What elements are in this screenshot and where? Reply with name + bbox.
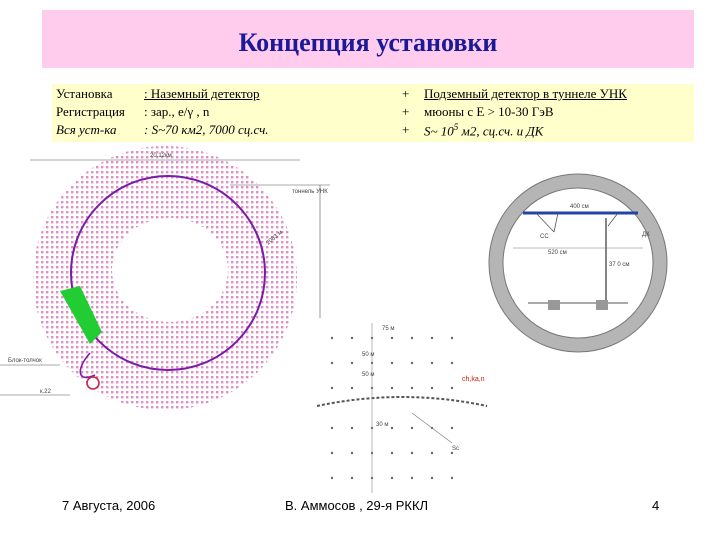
tunnel-interior bbox=[503, 188, 653, 338]
row-underground-value bbox=[424, 122, 543, 139]
row-surface-value: : Наземный детектор bbox=[144, 86, 260, 101]
footer-author: В. Аммосов , 29-я РККЛ bbox=[285, 498, 429, 513]
row-plus: + bbox=[402, 104, 410, 119]
ring-radial-label: 2083 м bbox=[265, 229, 284, 247]
tunnel-floor-label: 520 см bbox=[548, 250, 567, 256]
tunnel-height-label: 37 0 см bbox=[609, 262, 630, 268]
tunnel-cc-label: СС bbox=[540, 234, 549, 240]
injector-circle bbox=[87, 377, 99, 389]
area-text: S~ 10 bbox=[424, 123, 454, 139]
grid-background bbox=[312, 318, 490, 500]
grid-sc-label: Sc bbox=[452, 446, 460, 452]
page-number: 4 bbox=[652, 498, 660, 513]
grid-mid-label-1: 50 м bbox=[362, 352, 375, 358]
grid-diagram bbox=[312, 318, 490, 500]
tunnel-diagram bbox=[478, 158, 678, 368]
row-label: Вся уст-ка bbox=[56, 122, 117, 137]
tunnel-dk-label: ДК bbox=[642, 232, 650, 238]
row-surface-value: : зар., e/γ , n bbox=[144, 104, 210, 119]
grid-low-label: 30 м bbox=[376, 422, 389, 428]
row-label: Регистрация bbox=[56, 104, 125, 119]
row-plus: + bbox=[402, 86, 410, 101]
ring-annotation: тоннель УНК bbox=[292, 189, 328, 195]
info-row bbox=[52, 122, 694, 140]
grid-top-label: 75 м bbox=[382, 326, 395, 332]
row-label: Установка bbox=[56, 86, 113, 101]
row-underground-value: Подземный детектор в туннеле УНК bbox=[424, 86, 627, 101]
area-unit-text: м2, сц.сч. и ДК bbox=[458, 123, 544, 139]
grid-mid-label-2: 50 м bbox=[362, 372, 375, 378]
row-plus: + bbox=[402, 122, 410, 137]
row-surface-value: : S~70 км2, 7000 сц.сч. bbox=[144, 122, 269, 137]
tunnel-width-label: 400 см bbox=[570, 204, 589, 210]
floor-block bbox=[548, 300, 560, 310]
row-underground-value: мюоны с E > 10-30 ГэВ bbox=[424, 104, 554, 119]
info-row bbox=[52, 86, 694, 104]
floor-block bbox=[596, 300, 608, 310]
info-row bbox=[52, 104, 694, 122]
ring-left-label-1: Блок-толчок bbox=[8, 358, 42, 364]
ring-left-label-2: к.22 bbox=[40, 389, 51, 395]
ring-diagram bbox=[0, 145, 340, 415]
footer-date: 7 Августа, 2006 bbox=[62, 498, 156, 513]
title-band bbox=[42, 10, 694, 68]
info-table bbox=[52, 84, 694, 142]
ring-top-dim: 20.12км bbox=[150, 153, 172, 159]
grid-side-label: ch,ka,n bbox=[462, 376, 485, 383]
slide-title: Концепция установки bbox=[238, 28, 498, 57]
inner-clearing bbox=[112, 218, 228, 322]
area-exponent: 5 bbox=[453, 122, 459, 132]
